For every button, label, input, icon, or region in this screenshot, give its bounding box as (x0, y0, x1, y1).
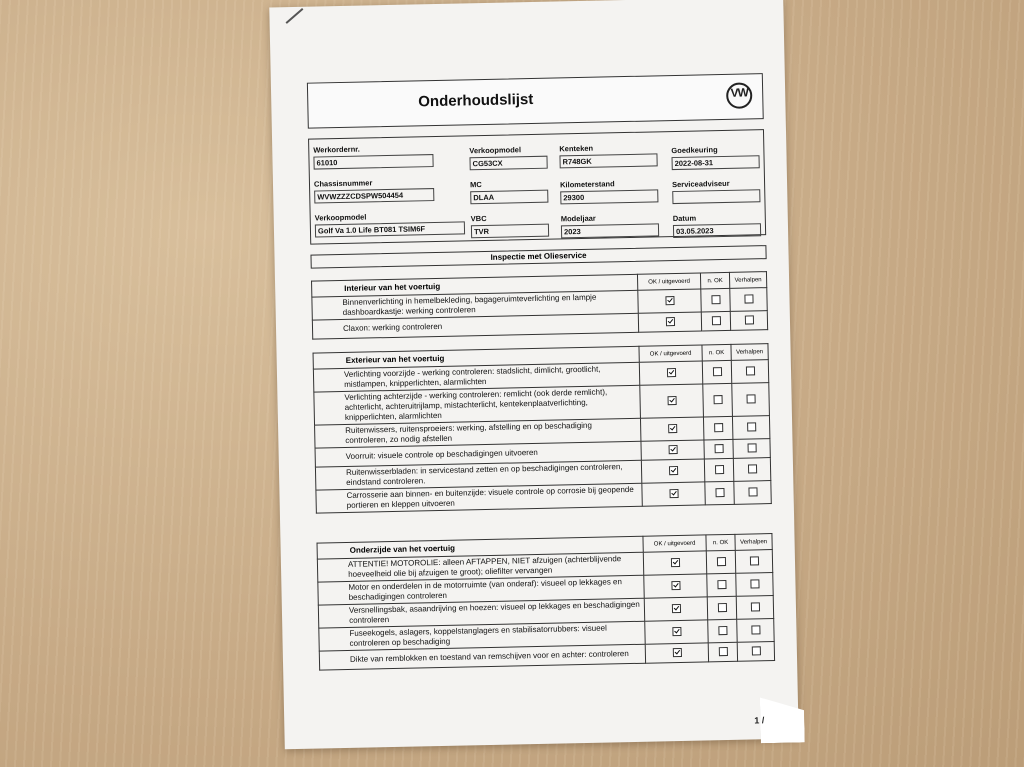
checklist-underside (317, 533, 776, 671)
checklist-item-text: Carrosserie aan binnen- en buitenzijde: visuele controle op corrosie bij geopende portieren en kleppen uitvoeren (316, 483, 642, 513)
checkbox-cell-nok (704, 458, 733, 482)
modeljaar-value: 2023 (561, 223, 659, 238)
checkbox-cell-verhalpen (737, 642, 774, 662)
checklist-item-text: Fuseekogels, aslagers, koppelstanglagers en stabilisatorrubbers: visueel controleren op beschadiging (319, 621, 645, 651)
checklist-item-text: Binnenverlichting in hemelbekleding, bagageruimteverlichting en lampje dashboardkastje: werking controleren (312, 290, 638, 320)
column-header-nok: n. OK (702, 344, 731, 361)
werkordernr-value: 61010 (313, 154, 433, 170)
checkbox-cell-ok (638, 312, 701, 332)
checklist-item-text: Motor en onderdelen in de motorruimte (van onderaf): visueel op lekkages en beschadigingen controleren (318, 575, 644, 605)
werkordernr-field (313, 143, 433, 170)
column-header-nok: n. OK (706, 534, 735, 551)
mc-field (470, 179, 548, 205)
checkbox-verhalpen[interactable] (748, 488, 757, 497)
chassisnummer-label: Chassisnummer (313, 178, 373, 189)
checkbox-cell-ok (638, 289, 701, 313)
checklist-item-text: Ruitenwisserbladen: in servicestand zetten en op beschadigingen controleren, eindstand controleren. (315, 460, 641, 490)
column-header-verhalpen: Verhalpen (735, 534, 772, 551)
checkbox-cell-nok (707, 573, 736, 597)
vbc-value: TVR (471, 224, 549, 239)
column-header-ok: OK / uitgevoerd (637, 273, 700, 290)
checkbox-cell-ok (641, 459, 704, 483)
section-title-interior: Interieur van het voertuig (312, 274, 638, 297)
kenteken-value: R748GK (559, 153, 657, 168)
section-title-underside: Onderzijde van het voertuig (317, 536, 643, 559)
vbc-field (471, 213, 549, 239)
checkbox-cell-nok (702, 360, 731, 384)
checkbox-verhalpen[interactable] (749, 557, 758, 566)
checkbox-ok[interactable] (669, 489, 678, 498)
checklist-interior (311, 271, 768, 340)
checkbox-verhalpen[interactable] (750, 603, 759, 612)
checkbox-cell-nok (703, 416, 732, 440)
checkbox-cell-verhalpen (731, 360, 768, 384)
checklist-item-text: Claxon: werking controleren (312, 313, 638, 339)
checkbox-cell-ok (640, 417, 703, 441)
inspection-title: Inspectie met Olieservice (310, 245, 766, 269)
checklist-item-text: Verlichting voorzijde - werking controleren: stadslicht, dimlicht, grootlicht, mistlampen, knipperlichten, alarmlichten (313, 362, 639, 392)
checkbox-nok[interactable] (712, 367, 721, 376)
vbc-label: VBC (470, 213, 487, 224)
verkoopmodel-value: Golf Va 1.0 Life BT081 TSIM6F (315, 221, 465, 237)
verkoopmodel-label: Verkoopmodel (314, 212, 367, 223)
checklist-item-text: Versnellingsbak, asaandrijving en hoezen: visueel op lekkages en beschadigingen controleren (318, 598, 644, 628)
kenteken-field (559, 142, 657, 168)
datum-value: 03.05.2023 (673, 223, 761, 238)
checkbox-cell-nok (704, 439, 733, 459)
checkbox-verhalpen[interactable] (751, 626, 760, 635)
checkbox-nok[interactable] (718, 626, 727, 635)
page-title: Onderhoudslijst (418, 90, 534, 111)
werkordernr-label: Werkordernr. (313, 144, 360, 155)
serviceadviseur-label: Serviceadviseur (671, 178, 730, 190)
checkbox-cell-verhalpen (730, 311, 767, 331)
checkbox-verhalpen[interactable] (744, 316, 753, 325)
checklist-item-text: ATTENTIE! MOTOROLIE: alleen AFTAPPEN, NIET afzuigen (achterblijvende hoeveelheid olie bij afzuigen te groot); oliefilter vervangen (317, 552, 643, 582)
checklist-item-text: Ruitenwissers, ruitensproeiers: werking, afstelling en op beschadiging controleren, zo nodig afstellen (315, 418, 641, 448)
verkoopmodel-code-field (469, 145, 547, 171)
checkbox-nok[interactable] (714, 444, 723, 453)
checkbox-cell-ok (639, 361, 702, 385)
vehicle-info-box (308, 129, 766, 245)
checkbox-verhalpen[interactable] (745, 367, 754, 376)
checkbox-cell-nok (708, 619, 737, 643)
kilometerstand-value: 29300 (560, 189, 658, 204)
checkbox-cell-verhalpen (736, 596, 773, 620)
mc-label: MC (469, 180, 482, 190)
checkbox-cell-ok (645, 620, 708, 644)
checklist-item-text: Verlichting achterzijde - werking controleren: remlicht (ook derde remlicht), achterlicht, achteruitrijlamp, mistachterlicht, kentekenplaatverlichting, knipperlichten, alarmlichten (314, 385, 641, 425)
datum-label: Datum (672, 213, 697, 224)
goedkeuring-field (671, 144, 759, 170)
kenteken-label: Kenteken (559, 143, 594, 154)
checkbox-cell-verhalpen (737, 619, 774, 643)
checkbox-ok[interactable] (668, 466, 677, 475)
section-title-exterior: Exterieur van het voertuig (313, 346, 639, 369)
checkbox-cell-ok (643, 551, 706, 575)
checkbox-cell-nok (708, 642, 737, 662)
vw-logo-text: VW (730, 85, 748, 100)
checkbox-verhalpen[interactable] (750, 580, 759, 589)
checkbox-cell-verhalpen (730, 288, 767, 312)
kilometerstand-label: Kilometerstand (559, 179, 615, 190)
checkbox-verhalpen[interactable] (747, 423, 756, 432)
checkbox-ok[interactable] (668, 424, 677, 433)
checkbox-nok[interactable] (714, 465, 723, 474)
checkbox-verhalpen[interactable] (751, 647, 760, 656)
checkbox-cell-ok (640, 384, 704, 418)
checkbox-nok[interactable] (717, 603, 726, 612)
checkbox-nok[interactable] (716, 557, 725, 566)
staple (286, 8, 304, 24)
checkbox-ok[interactable] (667, 396, 676, 405)
checkbox-ok[interactable] (668, 445, 677, 454)
checkbox-ok[interactable] (672, 627, 681, 636)
checkbox-cell-verhalpen (732, 416, 769, 440)
checkbox-cell-verhalpen (733, 458, 770, 482)
column-header-ok: OK / uitgevoerd (643, 535, 706, 552)
verkoopmodel-code-label: Verkoopmodel (469, 145, 522, 156)
verkoopmodel-code-value: CG53CX (469, 156, 547, 171)
modeljaar-label: Modeljaar (560, 213, 596, 224)
checkbox-cell-ok (645, 643, 708, 663)
checkbox-ok[interactable] (671, 604, 680, 613)
checkbox-nok[interactable] (713, 395, 722, 404)
datum-field (673, 212, 761, 238)
goedkeuring-value: 2022-08-31 (672, 155, 760, 170)
checkbox-ok[interactable] (670, 558, 679, 567)
mc-value: DLAA (470, 190, 548, 205)
checkbox-cell-ok (642, 482, 705, 506)
next-page-corner (760, 696, 805, 743)
checkbox-ok[interactable] (671, 581, 680, 590)
title-box (307, 73, 764, 129)
checkbox-cell-verhalpen (732, 383, 770, 417)
column-header-verhalpen: Verhalpen (731, 344, 768, 361)
checkbox-ok[interactable] (665, 296, 674, 305)
checkbox-ok[interactable] (665, 317, 674, 326)
verkoopmodel-field (315, 210, 465, 237)
checkbox-cell-verhalpen (735, 550, 772, 574)
checkbox-cell-nok (707, 596, 736, 620)
checkbox-cell-nok (701, 311, 730, 331)
checkbox-cell-ok (644, 574, 707, 598)
checkbox-cell-verhalpen (734, 481, 771, 505)
checkbox-nok[interactable] (717, 580, 726, 589)
page-number: 1 / (754, 715, 765, 726)
document-page (269, 0, 798, 749)
checkbox-nok[interactable] (714, 423, 723, 432)
checkbox-cell-verhalpen (733, 439, 770, 459)
checkbox-ok[interactable] (672, 648, 681, 657)
serviceadviseur-value (672, 189, 760, 204)
serviceadviseur-field (672, 178, 760, 204)
modeljaar-field (561, 212, 659, 238)
checkbox-cell-nok (703, 383, 733, 417)
checkbox-verhalpen[interactable] (744, 295, 753, 304)
checkbox-cell-ok (644, 597, 707, 621)
checkbox-cell-verhalpen (736, 573, 773, 597)
checkbox-cell-nok (701, 288, 730, 312)
checkbox-nok[interactable] (715, 488, 724, 497)
checkbox-verhalpen[interactable] (747, 444, 756, 453)
column-header-nok: n. OK (700, 272, 729, 289)
checkbox-ok[interactable] (666, 368, 675, 377)
vw-logo-icon (726, 82, 753, 109)
checkbox-verhalpen[interactable] (746, 395, 755, 404)
checkbox-nok[interactable] (711, 295, 720, 304)
checkbox-verhalpen[interactable] (747, 465, 756, 474)
chassisnummer-value: WVWZZZCDSPW504454 (314, 188, 434, 204)
column-header-ok: OK / uitgevoerd (639, 345, 702, 362)
column-header-verhalpen: Verhalpen (729, 272, 766, 289)
chassisnummer-field (314, 177, 434, 204)
checklist-item-text: Voorruit: visuele controle op beschadigingen uitvoeren (315, 441, 641, 467)
checkbox-cell-nok (705, 481, 734, 505)
checkbox-cell-ok (641, 440, 704, 460)
checklist-item-text: Dikte van remblokken en toestand van remschijven voor en achter: controleren (319, 644, 645, 670)
checklist-exterior (313, 343, 772, 514)
kilometerstand-field (560, 178, 658, 204)
checkbox-nok[interactable] (711, 316, 720, 325)
checkbox-nok[interactable] (718, 647, 727, 656)
goedkeuring-label: Goedkeuring (671, 145, 718, 156)
checkbox-cell-nok (706, 550, 735, 574)
